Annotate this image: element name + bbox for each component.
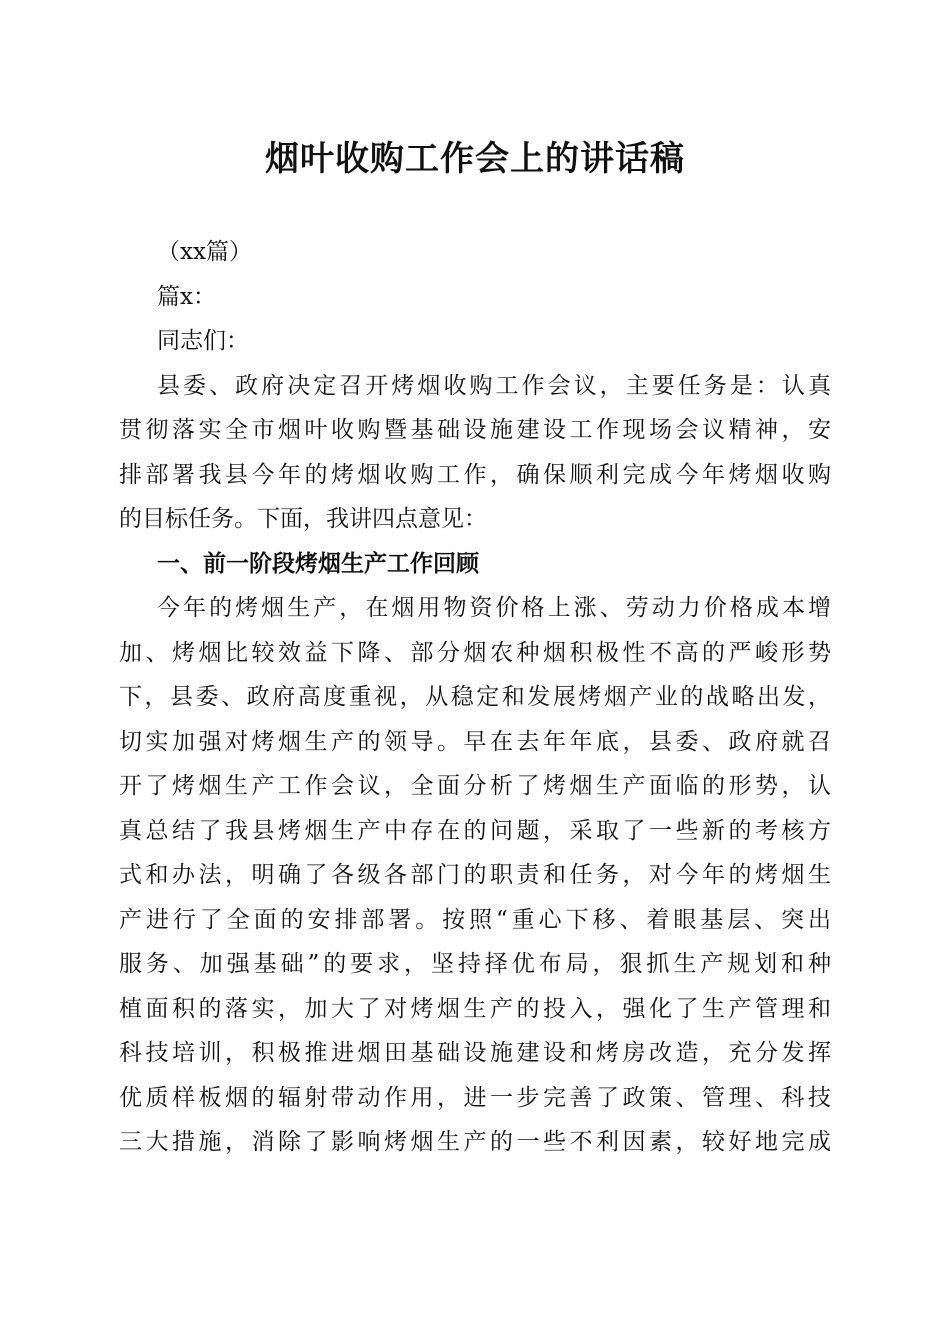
- body-line: 真总结了我县烤烟生产中存在的问题，采取了一些新的考核方: [119, 817, 831, 844]
- body-line: 加、烤烟比较效益下降、部分烟农种烟积极性不高的严峻形势: [119, 639, 831, 666]
- body-line: 产进行了全面的安排部署。按照“重心下移、着眼基层、突出: [119, 906, 831, 933]
- document-title: 烟叶收购工作会上的讲话稿: [265, 139, 685, 179]
- body-line: 服务、加强基础”的要求，坚持择优布局，狠抓生产规划和种: [119, 951, 831, 977]
- intro-line: 的目标任务。下面，我讲四点意见：: [119, 506, 487, 532]
- intro-line: 排部署我县今年的烤烟收购工作，确保顺利完成今年烤烟收购: [119, 461, 831, 488]
- intro-line: 贯彻落实全市烟叶收购暨基础设施建设工作现场会议精神，安: [119, 417, 831, 443]
- body-line: 三大措施，消除了影响烤烟生产的一些不利因素，较好地完成: [119, 1129, 831, 1155]
- section-label: 篇x：: [157, 283, 216, 310]
- body-line: 开了烤烟生产工作会议，全面分析了烤烟生产面临的形势，认: [119, 773, 831, 799]
- body-line: 科技培训，积极推进烟田基础设施建设和烤房改造，充分发挥: [119, 1040, 831, 1066]
- section-heading: 一、前一阶段烤烟生产工作回顾: [157, 550, 479, 577]
- body-line: 优质样板烟的辐射带动作用，进一步完善了政策、管理、科技: [119, 1084, 831, 1111]
- subtitle: （xx篇）: [157, 239, 252, 265]
- body-line: 式和办法，明确了各级各部门的职责和任务，对今年的烤烟生: [119, 862, 831, 888]
- intro-line: 县委、政府决定召开烤烟收购工作会议，主要任务是：认真: [157, 372, 831, 399]
- body-line: 今年的烤烟生产，在烟用物资价格上涨、劳动力价格成本增: [157, 595, 831, 621]
- body-line: 切实加强对烤烟生产的领导。早在去年年底，县委、政府就召: [119, 728, 831, 755]
- document-body: [119, 230, 831, 1165]
- body-line: 下，县委、政府高度重视，从稳定和发展烤烟产业的战略出发，: [119, 684, 831, 710]
- body-line: 植面积的落实，加大了对烤烟生产的投入，强化了生产管理和: [119, 995, 831, 1022]
- salutation: 同志们：: [157, 328, 249, 354]
